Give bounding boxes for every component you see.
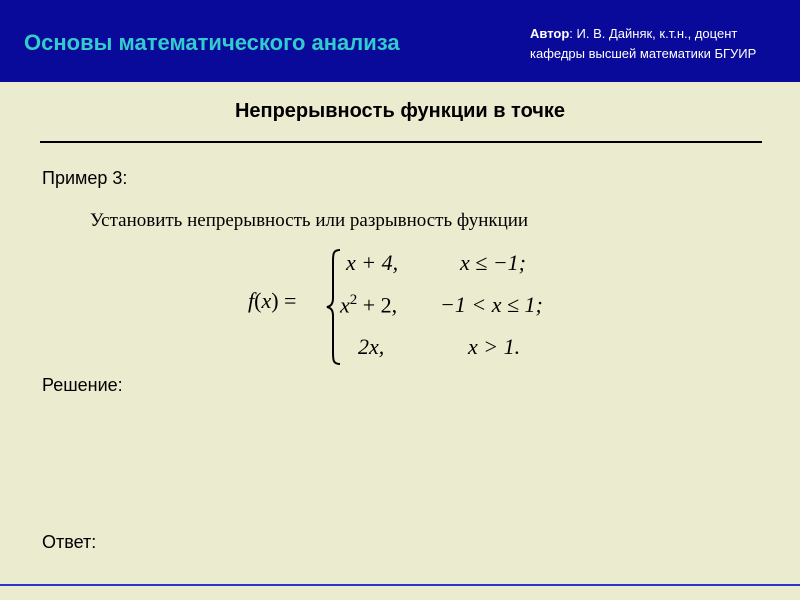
case-2-cond: −1 < x ≤ 1; bbox=[440, 292, 543, 317]
formula-close-eq: ) = bbox=[271, 288, 297, 313]
author-line-2: кафедры высшей математики БГУИР bbox=[530, 46, 757, 61]
author-info bbox=[530, 24, 792, 64]
slide-title: Непрерывность функции в точке bbox=[234, 100, 566, 122]
author-name: : И. В. Дайняк, к.т.н., доцент bbox=[569, 26, 738, 41]
author-line-1 bbox=[530, 24, 792, 44]
example-label: Пример 3: bbox=[42, 168, 128, 188]
solution-label: Решение: bbox=[42, 375, 123, 395]
course-title: Основы математического анализа bbox=[24, 30, 400, 55]
title-divider bbox=[40, 141, 762, 143]
formula-lhs bbox=[248, 288, 296, 314]
case-1-cond: x ≤ −1; bbox=[460, 250, 527, 275]
case-1-expr: x + 4, bbox=[346, 250, 399, 275]
formula-x: x bbox=[261, 288, 272, 313]
bottom-divider bbox=[0, 584, 800, 586]
answer-label: Ответ: bbox=[42, 532, 97, 552]
case-2-expr bbox=[340, 292, 397, 318]
piecewise-formula bbox=[240, 244, 580, 368]
case-2-exponent: 2 bbox=[349, 292, 358, 308]
task-text: Установить непрерывность или разрывность функции bbox=[90, 210, 529, 231]
header-bar bbox=[0, 0, 800, 82]
case-3-cond: x > 1. bbox=[468, 334, 521, 359]
formula-open-paren: ( bbox=[254, 288, 262, 313]
case-2-base: x bbox=[340, 292, 350, 318]
case-3-expr: 2x, bbox=[358, 334, 385, 359]
case-2-rest: + 2, bbox=[357, 292, 398, 318]
formula-f: f bbox=[248, 288, 255, 313]
author-label: Автор bbox=[530, 26, 570, 41]
